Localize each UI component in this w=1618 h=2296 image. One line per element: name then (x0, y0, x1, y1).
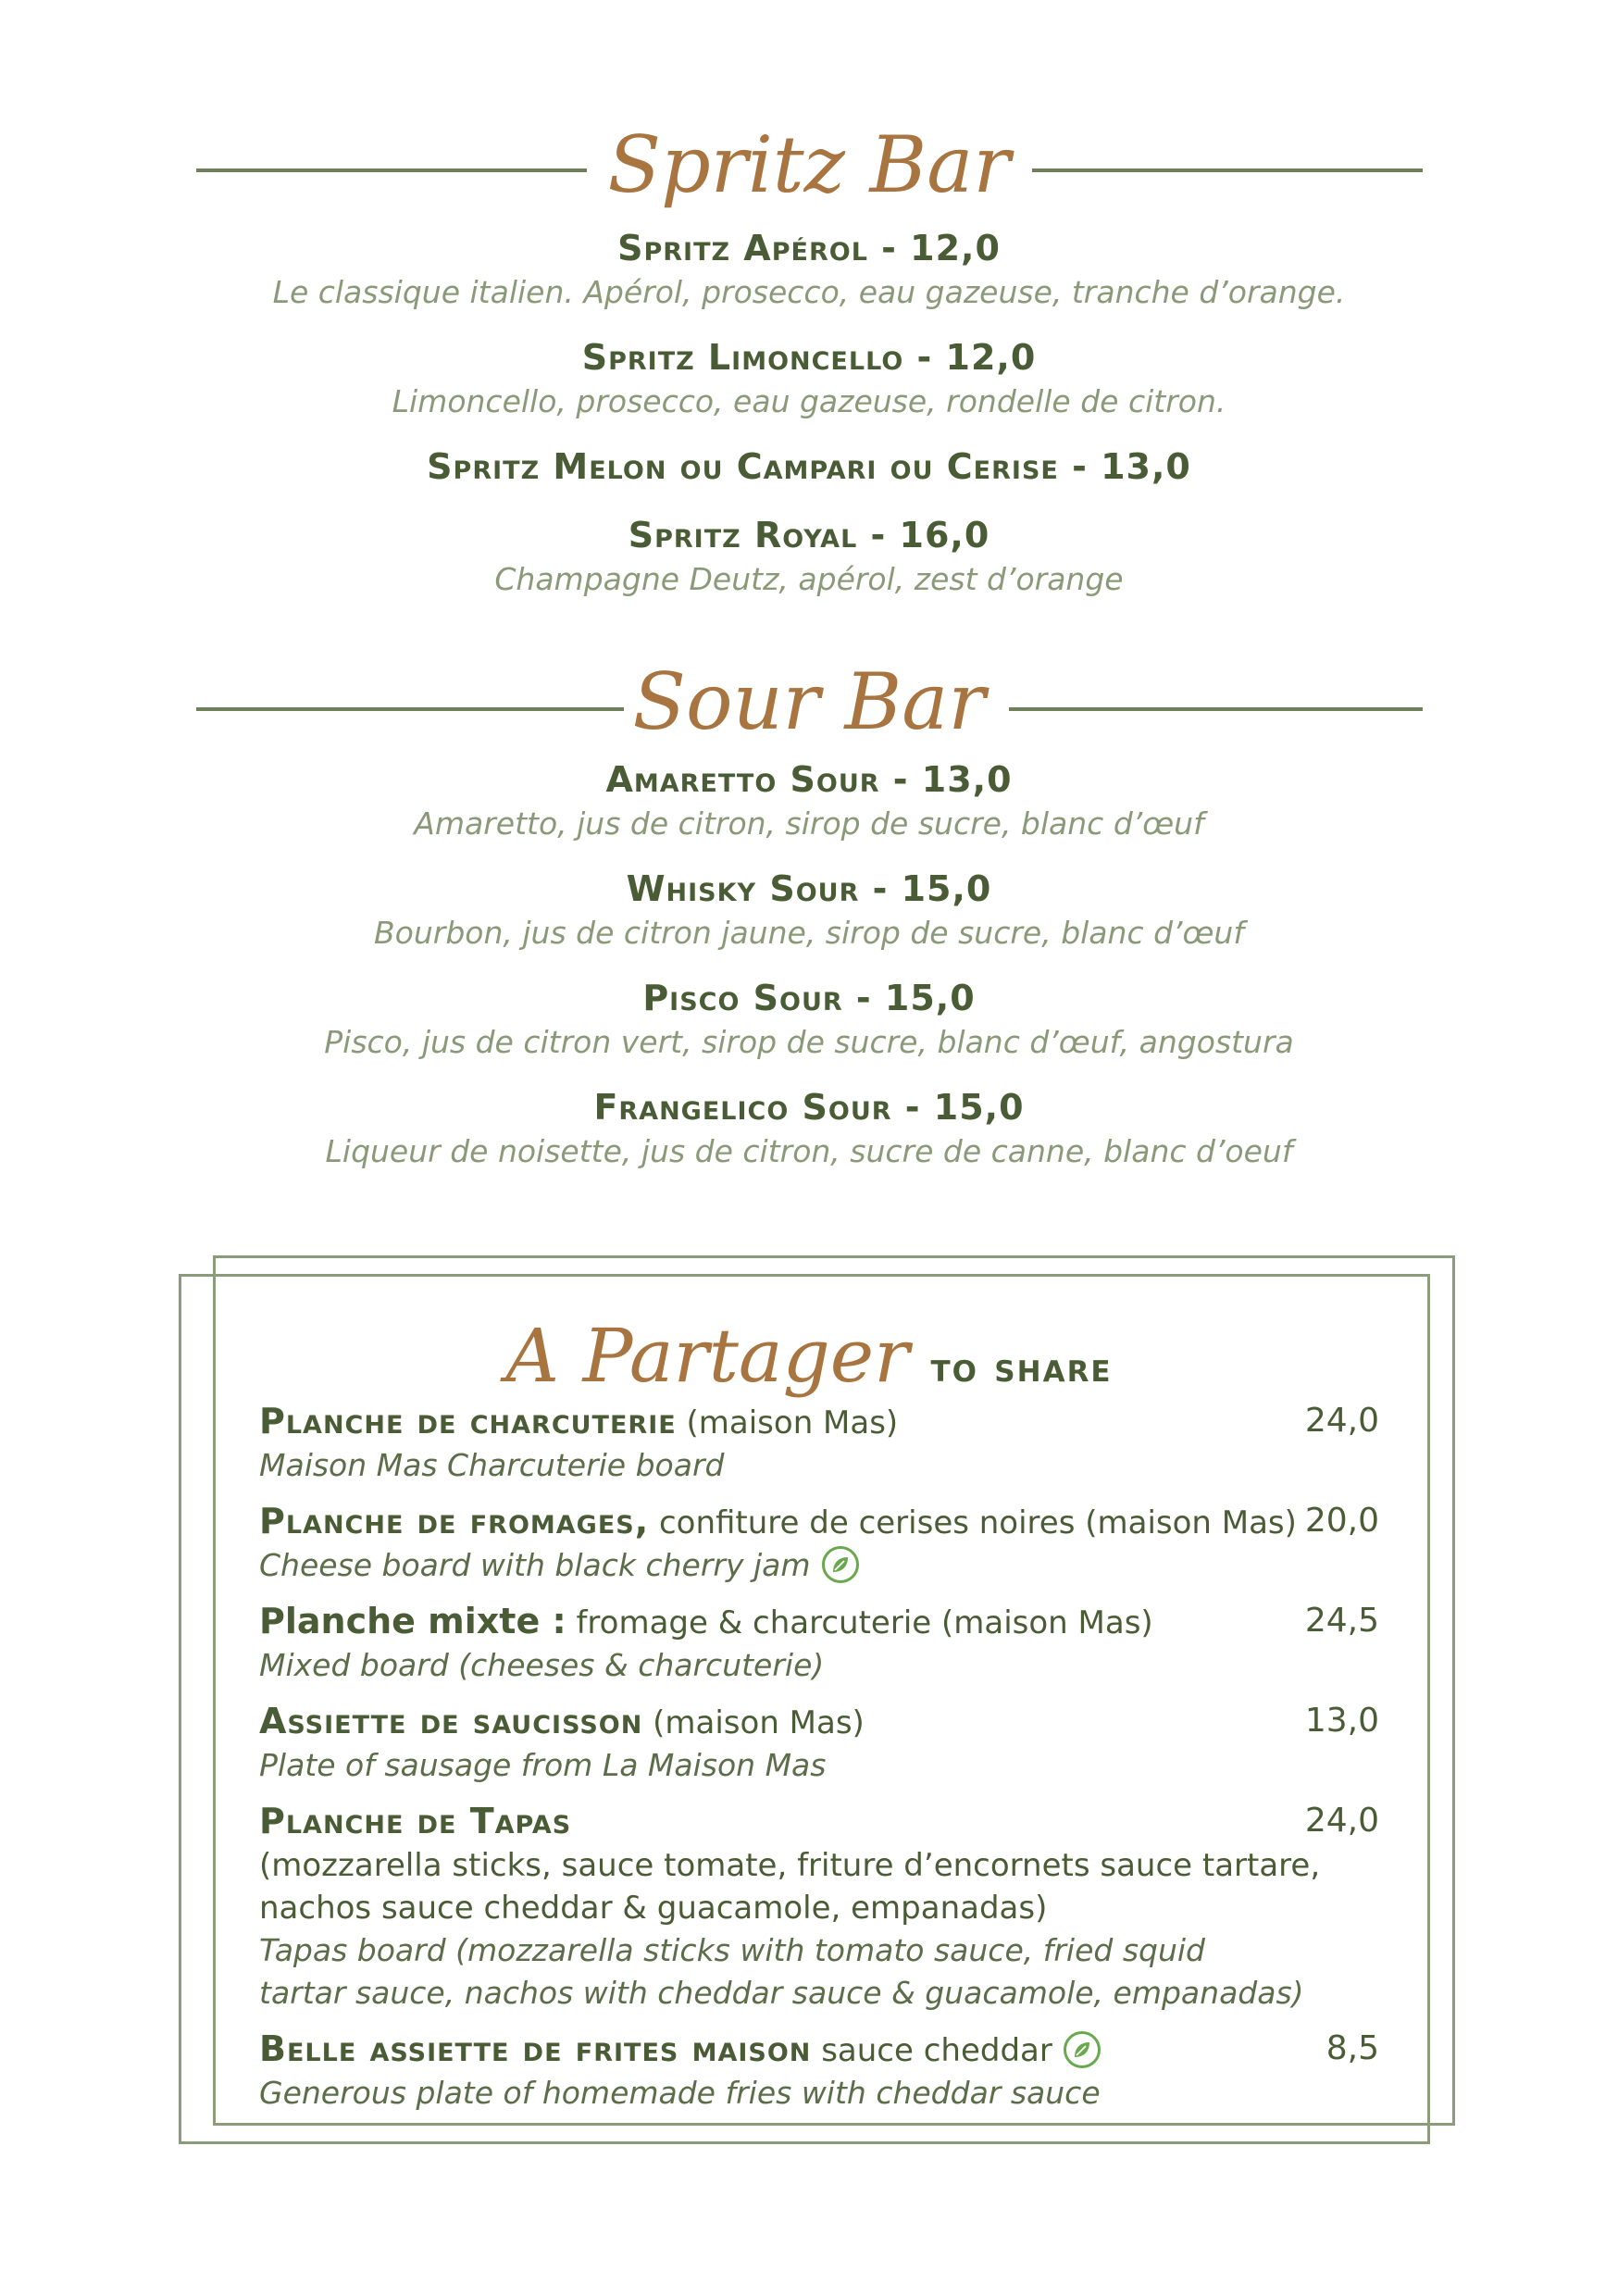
item-name: Frangelico Sour - 15,0 (593, 1087, 1025, 1128)
item-extra: (maison Mas) (642, 1704, 865, 1741)
item-name: Planche de fromages, (259, 1501, 650, 1541)
item-name: Pisco Sour - 15,0 (642, 978, 976, 1018)
item-desc: Maison Mas Charcuterie board (259, 1447, 725, 1483)
spritz-item-4 (0, 515, 1618, 600)
sour-item-4 (0, 1087, 1618, 1172)
vegetarian-leaf-icon (1064, 2031, 1101, 2068)
item-desc: Mixed board (cheeses & charcuterie) (259, 1647, 825, 1683)
item-detail-2: nachos sauce cheddar & guacamole, empanadas) (259, 1890, 1048, 1927)
item-name: Planche mixte : (259, 1601, 566, 1641)
item-name: Whisky Sour - 15,0 (626, 868, 992, 909)
item-desc-2: tartar sauce, nachos with cheddar sauce & guacamole, empanadas) (259, 1975, 1304, 2011)
sour-title: Sour Bar (632, 656, 986, 747)
share-item-mixte (259, 1600, 1379, 1687)
spritz-item-2 (0, 337, 1618, 422)
item-desc: Liqueur de noisette, jus de citron, sucre de canne, blanc d’oeuf (325, 1133, 1293, 1169)
item-name: Spritz Melon ou Campari ou Cerise - 13,0 (427, 446, 1191, 487)
item-desc: Tapas board (mozzarella sticks with tomato sauce, fried squid (259, 1932, 1206, 1968)
share-item-fromages (259, 1500, 1379, 1587)
spritz-item-1 (0, 228, 1618, 313)
spritz-rule-right (1032, 168, 1423, 172)
share-heading (0, 1313, 1618, 1399)
share-item-saucisson (259, 1700, 1379, 1787)
sour-item-2 (0, 868, 1618, 954)
item-name: Belle assiette de frites maison (259, 2028, 812, 2069)
sour-item-3 (0, 978, 1618, 1063)
sour-rule-right (1009, 707, 1423, 711)
item-extra: fromage & charcuterie (maison Mas) (566, 1604, 1153, 1641)
share-item-tapas (259, 1800, 1379, 2015)
share-item-charcuterie (259, 1400, 1379, 1487)
item-desc: Limoncello, prosecco, eau gazeuse, rondelle de citron. (392, 383, 1226, 419)
vegetarian-leaf-icon (822, 1546, 859, 1583)
spritz-item-3 (0, 446, 1618, 487)
item-price: 8,5 (1326, 2029, 1379, 2067)
sour-item-1 (0, 759, 1618, 844)
share-subtitle: to share (930, 1344, 1113, 1391)
item-detail-1: (mozzarella sticks, sauce tomate, friture d’encornets sauce tartare, (259, 1847, 1321, 1884)
item-name: Amaretto Sour - 13,0 (605, 759, 1013, 800)
item-price: 20,0 (1304, 1502, 1379, 1540)
item-desc: Bourbon, jus de citron jaune, sirop de sucre, blanc d’œuf (374, 915, 1244, 951)
share-list (259, 1400, 1379, 2128)
item-name: Spritz Royal - 16,0 (628, 515, 990, 555)
share-item-frites (259, 2028, 1379, 2115)
item-extra: (maison Mas) (676, 1404, 899, 1441)
item-extra: confiture de cerises noires (maison Mas) (649, 1504, 1297, 1541)
item-name: Planche de charcuterie (259, 1401, 677, 1441)
item-price: 13,0 (1304, 1702, 1379, 1740)
item-desc: Champagne Deutz, apérol, zest d’orange (494, 561, 1124, 597)
item-desc: Amaretto, jus de citron, sirop de sucre, blanc d’œuf (414, 805, 1204, 842)
item-desc: Plate of sausage from La Maison Mas (259, 1747, 827, 1783)
item-desc: Le classique italien. Apérol, prosecco, eau gazeuse, tranche d’orange. (272, 274, 1346, 310)
item-desc: Generous plate of homemade fries with cheddar sauce (259, 2075, 1101, 2111)
item-extra: sauce cheddar (811, 2032, 1052, 2069)
item-name: Planche de Tapas (259, 1801, 572, 1841)
item-desc: Pisco, jus de citron vert, sirop de sucre, blanc d’œuf, angostura (324, 1024, 1294, 1060)
item-price: 24,0 (1304, 1402, 1379, 1440)
item-desc: Cheese board with black cherry jam (259, 1547, 811, 1583)
item-name: Spritz Limoncello - 12,0 (581, 337, 1037, 378)
item-price: 24,5 (1304, 1602, 1379, 1640)
spritz-title: Spritz Bar (607, 119, 1011, 210)
item-name: Assiette de saucisson (259, 1701, 643, 1741)
item-price: 24,0 (1304, 1802, 1379, 1840)
share-title: A Partager (505, 1313, 910, 1399)
item-name: Spritz Apérol - 12,0 (617, 228, 1001, 268)
